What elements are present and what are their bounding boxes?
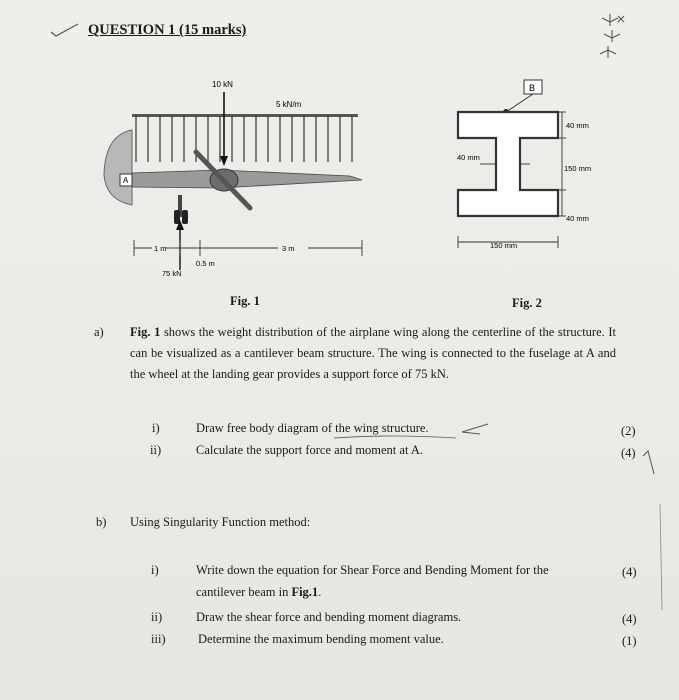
star-doodle-icon <box>588 8 638 58</box>
part-a-i-marks: (2) <box>621 424 636 438</box>
figure-2-i-section <box>448 78 618 253</box>
part-a-i-num: i) <box>152 421 160 435</box>
part-a-fig-ref: Fig. 1 <box>130 325 161 339</box>
pen-tick-mark <box>48 20 88 40</box>
margin-pen-line <box>650 500 670 620</box>
wheel-right <box>182 210 188 224</box>
part-b-i-text: Write down the equation for Shear Force and Bending Moment for the <box>196 563 549 577</box>
dim-bottom-label: 40 mm <box>566 214 589 223</box>
part-b-i-text-cont: cantilever beam in Fig.1. <box>196 585 322 599</box>
dim-top-label: 40 mm <box>566 121 589 130</box>
wheel-left <box>174 210 180 224</box>
part-b-iii-num: iii) <box>151 632 166 646</box>
part-a-text <box>130 322 616 385</box>
part-b-label: b) <box>96 515 107 529</box>
question-title: QUESTION 1 (15 marks) <box>88 22 247 38</box>
dim-3m-label: 3 m <box>282 244 295 253</box>
point-b-label: B <box>529 83 536 93</box>
part-a-i-text: Draw free body diagram of the wing structure. <box>196 421 429 435</box>
fuselage-shape <box>104 130 132 205</box>
distributed-load-arrows <box>136 116 352 162</box>
dim-0.5m-label: 0.5 m <box>196 259 215 268</box>
part-b-ii-marks: (4) <box>622 612 637 626</box>
i-beam-shape <box>458 112 558 216</box>
part-a-label: a) <box>94 325 104 339</box>
part-b-i-marks: (4) <box>622 565 637 579</box>
point-load-label: 10 kN <box>212 80 233 89</box>
part-a-body: shows the weight distribution of the airplane wing along the centerline of the structure. It can be visualized as a cantilever beam structure. The wing is connected to the fuselage at A and the wheel at the landing gear provides a support force of 75 kN. <box>130 325 616 381</box>
part-a-ii-marks: (4) <box>621 446 636 460</box>
dim-web-label: 40 mm <box>457 153 480 162</box>
part-b-i-num: i) <box>151 563 159 577</box>
part-a-ii-text: Calculate the support force and moment at A. <box>196 443 424 457</box>
part-b-iii-marks: (1) <box>622 634 637 648</box>
wing-shape <box>132 170 362 188</box>
dim-1m-label: 1 m <box>154 244 167 253</box>
fig2-caption: Fig. 2 <box>512 296 542 310</box>
part-b-text: Using Singularity Function method: <box>130 515 311 529</box>
part-b-ii-num: ii) <box>151 610 163 624</box>
reaction-label: 75 kN <box>162 269 182 278</box>
part-a-ii-num: ii) <box>150 443 162 457</box>
dim-width-label: 150 mm <box>490 241 518 250</box>
distributed-load-label: 5 kN/m <box>276 100 302 109</box>
fig1-caption: Fig. 1 <box>230 294 260 308</box>
part-b-ii-text: Draw the shear force and bending moment diagrams. <box>196 610 462 624</box>
dimension-lines <box>134 240 362 256</box>
distributed-load-top-line <box>132 114 358 117</box>
figure-1-wing-diagram <box>100 70 370 295</box>
dim-height-label: 150 mm <box>564 164 592 173</box>
pen-mark-slash <box>640 448 660 478</box>
support-a-label: A <box>123 176 129 185</box>
part-b-iii-text: Determine the maximum bending moment value. <box>198 632 444 646</box>
pen-underline-mark <box>330 422 490 442</box>
